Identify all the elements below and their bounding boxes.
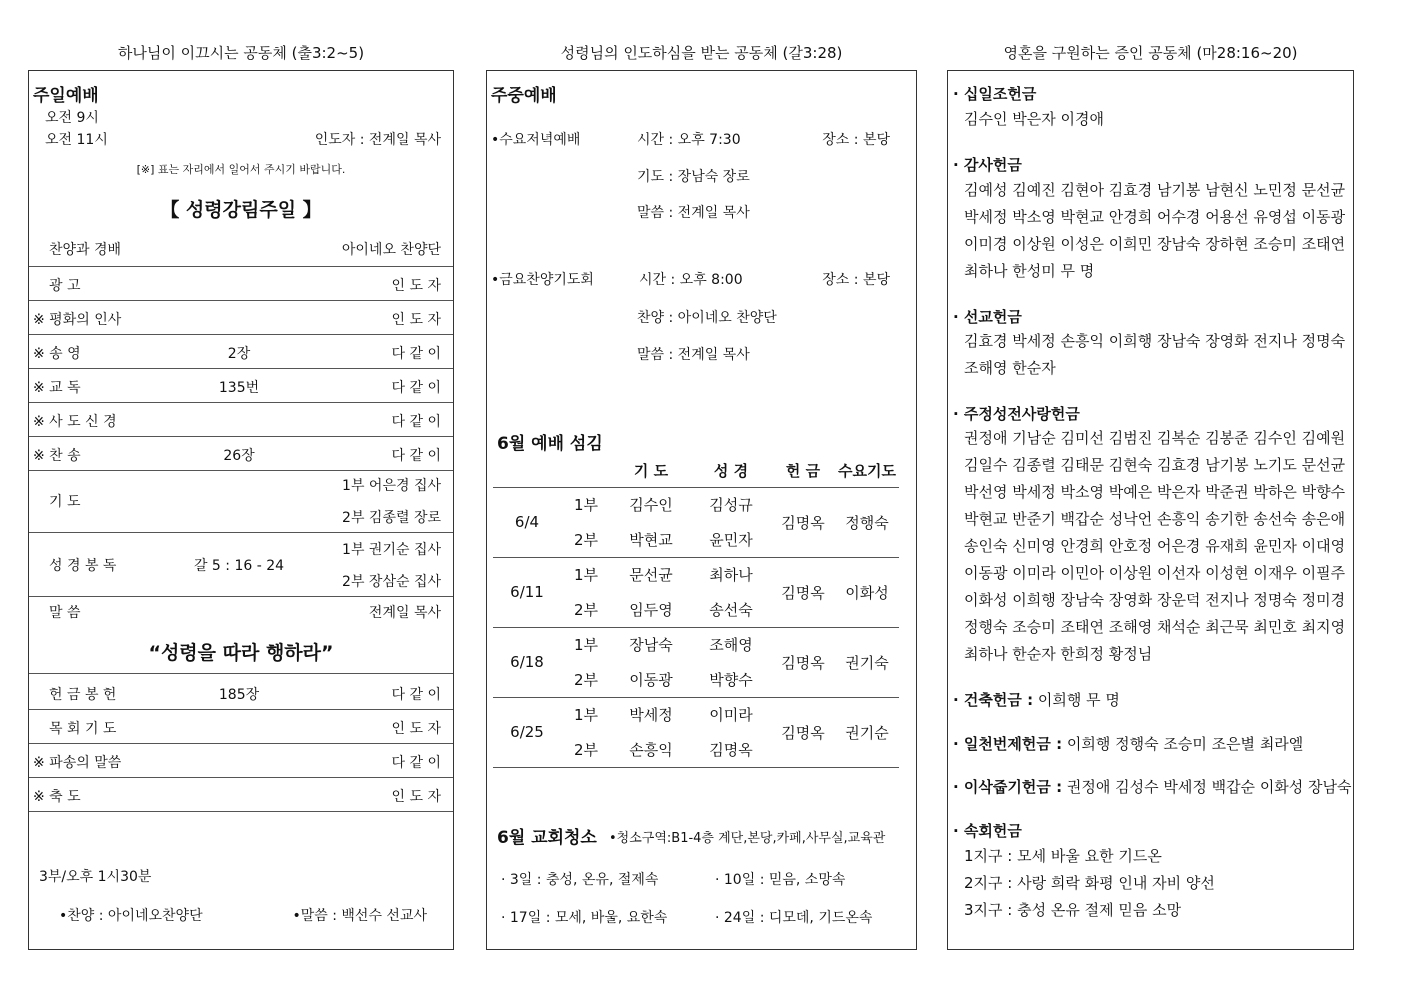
serving-offering: 김명옥 <box>771 627 835 697</box>
serving-offering: 김명옥 <box>771 697 835 767</box>
serving-prayer: 이동광 <box>611 662 691 697</box>
jubilee-heading-text: 일천번제헌금 : <box>963 735 1063 753</box>
serving-reading: 박향수 <box>691 662 771 697</box>
cell-heading-text: 속회헌금 <box>963 822 1022 840</box>
middle-column-title: 성령님의 인도하심을 받는 공동체 (갈3:28) <box>560 44 843 62</box>
order-right: 인 도 자 <box>391 721 441 737</box>
wed-service-sermon: 말씀 : 전계일 목사 <box>637 205 750 221</box>
order-row <box>29 437 453 471</box>
order-hymn: 135번 <box>218 380 260 396</box>
name-line: 김예성 김예진 김현아 김효경 남기봉 남현신 노민정 문선균 <box>964 181 1346 199</box>
third-service-time: 3부/오후 1시30분 <box>39 869 152 885</box>
fri-service-label: •금요찬양기도회 <box>491 272 594 288</box>
order-row-prayer <box>29 469 453 533</box>
serving-wed-prayer: 정행숙 <box>835 487 899 557</box>
fri-service-praise: 찬양 : 아이네오 찬양단 <box>637 310 777 326</box>
order-label: ※ 송 영 <box>33 346 81 362</box>
sunday-service-panel <box>28 70 454 950</box>
serving-row-part1 <box>493 487 899 522</box>
name-line: 박세정 박소영 박현교 안경희 어수경 어용선 유영섭 이동광 <box>964 208 1346 226</box>
serving-prayer: 김수인 <box>629 496 673 515</box>
jubilee-names: 이희행 정행숙 조승미 조은별 최라엘 <box>1062 735 1304 753</box>
serving-part: 2부 <box>561 732 611 767</box>
order-label: 말 씀 <box>49 605 81 621</box>
name-line: 김수인 박은자 이경애 <box>964 110 1104 128</box>
serving-date: 6/18 <box>493 627 561 697</box>
name-line: 이화성 이희행 장남숙 장영화 장운덕 전지나 정명숙 정미경 <box>964 591 1346 609</box>
mission-names <box>964 328 1352 382</box>
offerings-panel <box>947 70 1354 950</box>
serving-heading: 6월 예배 섬김 <box>497 434 603 454</box>
name-line: 최하나 한성미 무 명 <box>964 262 1095 280</box>
name-line: 이동광 이미라 이민아 이상원 이선자 이성현 이재우 이필주 <box>964 564 1346 582</box>
left-column-title: 하나님이 이끄시는 공동체 (출3:2~5) <box>117 44 365 62</box>
serving-prayer: 박세정 <box>629 706 673 725</box>
serving-part: 1부 <box>573 496 599 515</box>
wed-service-place: 장소 : 본당 <box>822 132 890 148</box>
serving-header-row <box>493 455 899 487</box>
prayer-part-1: 1부 어은경 집사 <box>342 478 441 494</box>
sunday-leader: 인도자 : 전계일 목사 <box>314 132 441 148</box>
serving-prayer: 손흥익 <box>611 732 691 767</box>
serving-wed-prayer: 권기숙 <box>835 627 899 697</box>
temple-heading: · 주정성전사랑헌금 <box>953 405 1080 423</box>
building-offering: · 건축헌금 : 이희행 무 명 <box>953 691 1120 709</box>
header-prayer: 기 도 <box>611 455 691 487</box>
order-right: 아이네오 찬양단 <box>341 242 441 258</box>
order-row <box>29 403 453 437</box>
order-row-sermon <box>29 597 453 627</box>
serving-reading: 이미라 <box>709 706 753 725</box>
order-right: 전계일 목사 <box>368 605 441 621</box>
weekday-heading: 주중예배 <box>491 86 557 106</box>
name-line: 최하나 한순자 한희정 황정님 <box>964 645 1153 663</box>
header-offering: 헌 금 <box>771 455 835 487</box>
serving-date: 6/11 <box>493 557 561 627</box>
order-row <box>29 301 453 335</box>
order-right: 다 같 이 <box>391 448 441 464</box>
thanks-heading: · 감사헌금 <box>953 156 1022 174</box>
name-line: 2지구 : 사랑 희락 화평 인내 자비 양선 <box>964 874 1215 892</box>
order-label: ※ 평화의 인사 <box>33 312 122 328</box>
order-right: 인 도 자 <box>391 278 441 294</box>
order-right: 인 도 자 <box>391 312 441 328</box>
sunday-heading: 주일예배 <box>33 86 99 106</box>
order-row <box>29 335 453 369</box>
serving-table <box>493 455 899 768</box>
building-heading-text: 건축헌금 : <box>963 691 1034 709</box>
mission-heading-text: 선교헌금 <box>963 308 1022 326</box>
rice-names: 권정애 김성수 박세정 백갑순 이화성 장남숙 <box>1062 778 1352 796</box>
wed-service-label: •수요저녁예배 <box>491 132 581 148</box>
cleaning-line-2a: · 17일 : 모세, 바울, 요한속 <box>501 910 668 926</box>
order-row-praise <box>29 231 453 267</box>
serving-wed-prayer: 권기순 <box>835 697 899 767</box>
cleaning-line-1a: · 3일 : 충성, 온유, 절제속 <box>501 872 659 888</box>
order-row <box>29 267 453 301</box>
serving-reading: 조해영 <box>709 636 753 655</box>
mission-heading: · 선교헌금 <box>953 308 1022 326</box>
serving-prayer: 장남숙 <box>629 636 673 655</box>
rice-heading-text: 이삭줍기헌금 : <box>963 778 1063 796</box>
cell-heading: · 속회헌금 <box>953 822 1022 840</box>
serving-part: 1부 <box>573 566 599 585</box>
tithe-heading-text: 십일조헌금 <box>963 85 1037 103</box>
tithe-heading: · 십일조헌금 <box>953 85 1037 103</box>
standing-notice: [※] 표는 자리에서 일어서 주시기 바랍니다. <box>136 163 346 176</box>
sunday-theme-title: 【 성령강림주일 】 <box>160 199 322 221</box>
cleaning-heading: 6월 교회청소 <box>497 828 597 848</box>
name-line: 김효경 박세정 손흥익 이희행 장남숙 장영화 전지나 정명숙 <box>964 332 1346 350</box>
serving-offering: 김명옥 <box>771 487 835 557</box>
order-row <box>29 778 453 812</box>
order-row <box>29 744 453 778</box>
cleaning-area: •청소구역:B1-4층 계단,본당,카페,사무실,교육관 <box>609 831 886 846</box>
cell-names <box>964 843 1352 924</box>
name-line: 정행숙 조승미 조태연 조해영 채석순 최근묵 최민호 최지영 <box>964 618 1346 636</box>
serving-row-part1 <box>493 627 899 662</box>
wed-service-prayer: 기도 : 장남숙 장로 <box>637 169 750 185</box>
fri-service-time: 시간 : 오후 8:00 <box>639 272 743 288</box>
serving-part: 2부 <box>561 592 611 627</box>
order-label: 광 고 <box>49 278 81 294</box>
serving-date: 6/25 <box>493 697 561 767</box>
reading-part-2: 2부 장삼순 집사 <box>342 574 441 590</box>
serving-reading: 김명옥 <box>691 732 771 767</box>
order-label: ※ 사 도 신 경 <box>33 414 117 430</box>
serving-part: 1부 <box>573 706 599 725</box>
order-label: ※ 찬 송 <box>33 448 81 464</box>
rice-offering: · 이삭줍기헌금 : 권정애 김성수 박세정 백갑순 이화성 장남숙 <box>953 778 1352 796</box>
reading-passage: 갈 5 : 16 - 24 <box>193 558 285 574</box>
order-label: 찬양과 경배 <box>49 242 122 258</box>
serving-reading: 송선숙 <box>691 592 771 627</box>
serving-reading: 최하나 <box>709 566 753 585</box>
name-line: 3지구 : 충성 온유 절제 믿음 소망 <box>964 901 1182 919</box>
right-column-title: 영혼을 구원하는 증인 공동체 (마28:16~20) <box>1003 44 1298 62</box>
building-names: 이희행 무 명 <box>1033 691 1120 709</box>
serving-prayer: 박현교 <box>611 522 691 557</box>
name-line: 조해영 한순자 <box>964 359 1056 377</box>
name-line: 박선영 박세정 박소영 박예은 박은자 박준권 박하은 박향수 <box>964 483 1346 501</box>
serving-prayer: 문선균 <box>629 566 673 585</box>
wed-service-time: 시간 : 오후 7:30 <box>637 132 741 148</box>
prayer-part-2: 2부 김종렬 장로 <box>342 510 441 526</box>
order-label: 기 도 <box>49 494 81 510</box>
order-hymn: 26장 <box>223 448 255 464</box>
serving-date: 6/4 <box>493 487 561 557</box>
fri-service-sermon: 말씀 : 전계일 목사 <box>637 347 750 363</box>
name-line: 1지구 : 모세 바울 요한 기드온 <box>964 847 1162 865</box>
order-label: 목 회 기 도 <box>49 721 117 737</box>
order-hymn: 2장 <box>227 346 251 362</box>
order-row-reading <box>29 533 453 597</box>
order-right: 다 같 이 <box>391 414 441 430</box>
serving-reading: 김성규 <box>709 496 753 515</box>
name-line: 이미경 이상원 이성은 이희민 장남숙 장하현 조승미 조태연 <box>964 235 1346 253</box>
order-row <box>29 710 453 744</box>
serving-reading: 윤민자 <box>691 522 771 557</box>
reading-part-1: 1부 권기순 집사 <box>342 542 441 558</box>
thanks-names <box>964 177 1352 285</box>
serving-part: 2부 <box>561 522 611 557</box>
fri-service-place: 장소 : 본당 <box>822 272 890 288</box>
name-line: 송인숙 신미영 안경희 안호정 어은경 유재희 윤민자 이대영 <box>964 537 1346 555</box>
name-line: 권정애 기남순 김미선 김범진 김복순 김봉준 김수인 김예원 <box>964 429 1346 447</box>
cleaning-line-1b: · 10일 : 믿음, 소망속 <box>715 872 846 888</box>
tithe-names <box>964 106 1352 133</box>
order-right: 다 같 이 <box>391 687 441 703</box>
third-service-sermon: •말씀 : 백선수 선교사 <box>292 908 427 924</box>
name-line: 박현교 반준기 백갑순 성낙언 손흥익 송기한 송선숙 송은애 <box>964 510 1346 528</box>
third-service-praise: •찬양 : 아이네오찬양단 <box>59 908 203 924</box>
name-line: 김일수 김종렬 김태문 김현숙 김효경 남기봉 노기도 문선균 <box>964 456 1346 474</box>
jubilee-offering: · 일천번제헌금 : 이희행 정행숙 조승미 조은별 최라엘 <box>953 735 1304 753</box>
order-right: 다 같 이 <box>391 380 441 396</box>
thanks-heading-text: 감사헌금 <box>963 156 1022 174</box>
header-wed-prayer: 수요기도 <box>835 455 899 487</box>
order-right: 인 도 자 <box>391 789 441 805</box>
serving-prayer: 임두영 <box>611 592 691 627</box>
weekday-service-panel <box>486 70 917 950</box>
serving-row-part1 <box>493 557 899 592</box>
order-right: 다 같 이 <box>391 346 441 362</box>
cleaning-line-2b: · 24일 : 디모데, 기드온속 <box>715 910 873 926</box>
sunday-time-1: 오전 9시 <box>45 110 99 126</box>
order-label: ※ 파송의 말씀 <box>33 755 122 771</box>
sermon-title: “성령을 따라 행하라” <box>29 638 453 674</box>
serving-offering: 김명옥 <box>771 557 835 627</box>
serving-wed-prayer: 이화성 <box>835 557 899 627</box>
temple-names <box>964 425 1352 668</box>
temple-heading-text: 주정성전사랑헌금 <box>963 405 1080 423</box>
order-row <box>29 369 453 403</box>
header-reading: 성 경 <box>691 455 771 487</box>
order-hymn: 185장 <box>218 687 260 703</box>
order-label: ※ 축 도 <box>33 789 81 805</box>
serving-row-part1 <box>493 697 899 732</box>
order-right: 다 같 이 <box>391 755 441 771</box>
order-row <box>29 676 453 710</box>
serving-part: 2부 <box>561 662 611 697</box>
order-label: ※ 교 독 <box>33 380 81 396</box>
sunday-time-2: 오전 11시 <box>45 132 108 148</box>
order-label: 성 경 봉 독 <box>49 558 117 574</box>
order-label: 헌 금 봉 헌 <box>49 687 117 703</box>
serving-part: 1부 <box>573 636 599 655</box>
